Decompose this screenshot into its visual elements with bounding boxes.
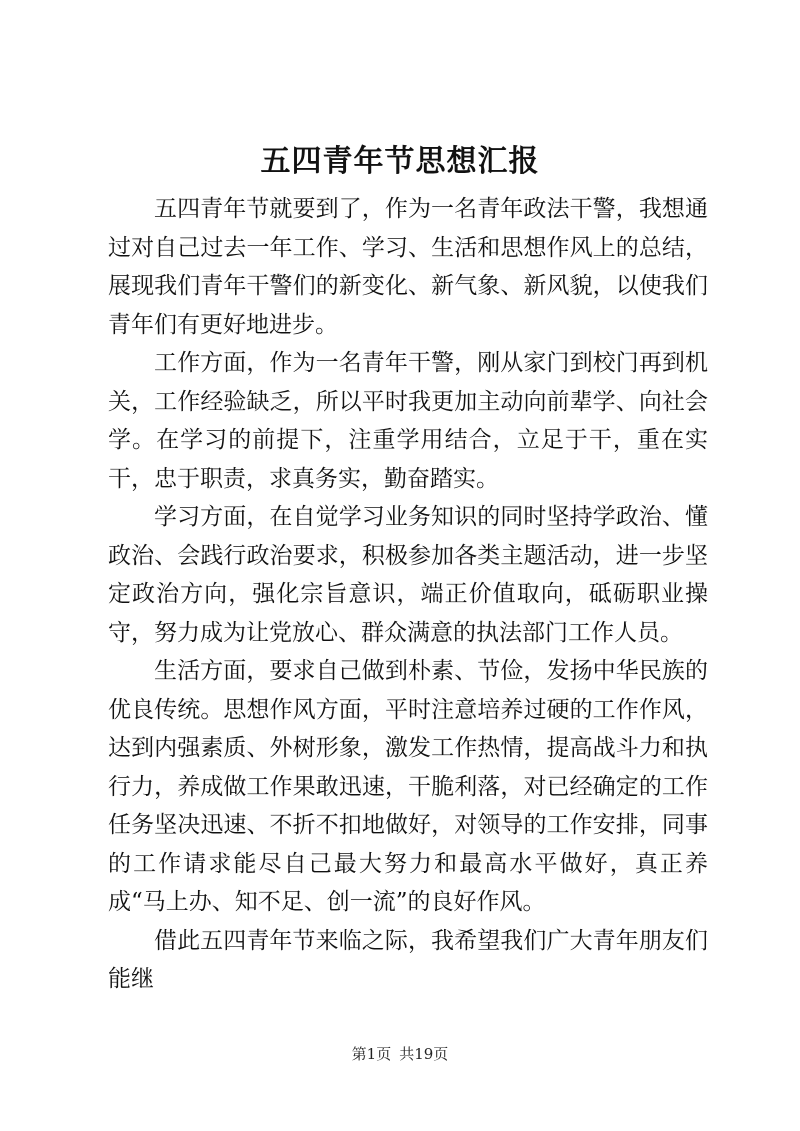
page-total: 共19页 bbox=[399, 1045, 449, 1063]
page-footer bbox=[0, 1044, 800, 1064]
paragraph: 借此五四青年节来临之际，我希望我们广大青年朋友们能继 bbox=[108, 927, 708, 992]
document-body bbox=[108, 190, 708, 999]
document-title: 五四青年节思想汇报 bbox=[260, 144, 540, 179]
paragraph: 工作方面，作为一名青年干警，刚从家门到校门再到机关，工作经验缺乏，所以平时我更加主动向前辈学、向社会学。在学习的前提下，注重学用结合，立足于干，重在实干，忠于职责，求真务实，勤奋踏实。 bbox=[108, 350, 708, 492]
paragraph: 学习方面，在自觉学习业务知识的同时坚持学政治、懂政治、会践行政治要求，积极参加各类主题活动，进一步坚定政治方向，强化宗旨意识，端正价值取向，砥砺职业操守，努力成为让党放心、群众满意的执法部门工作人员。 bbox=[108, 504, 708, 646]
paragraph: 五四青年节就要到了，作为一名青年政法干警，我想通过对自己过去一年工作、学习、生活和思想作风上的总结，展现我们青年干警们的新变化、新气象、新风貌，以使我们青年们有更好地进步。 bbox=[108, 196, 708, 338]
paragraph: 生活方面，要求自己做到朴素、节俭，发扬中华民族的优良传统。思想作风方面，平时注意培养过硬的工作作风，达到内强素质、外树形象，激发工作热情，提高战斗力和执行力，养成做工作果敢迅速，干脆利落，对已经确定的工作任务坚决迅速、不折不扣地做好，对领导的工作安排，同事的工作请求能尽自己最大努力和最高水平做好，真正养成“马上办、知不足、创一流”的良好作风。 bbox=[108, 658, 708, 915]
page-number: 第1页 bbox=[351, 1045, 392, 1063]
